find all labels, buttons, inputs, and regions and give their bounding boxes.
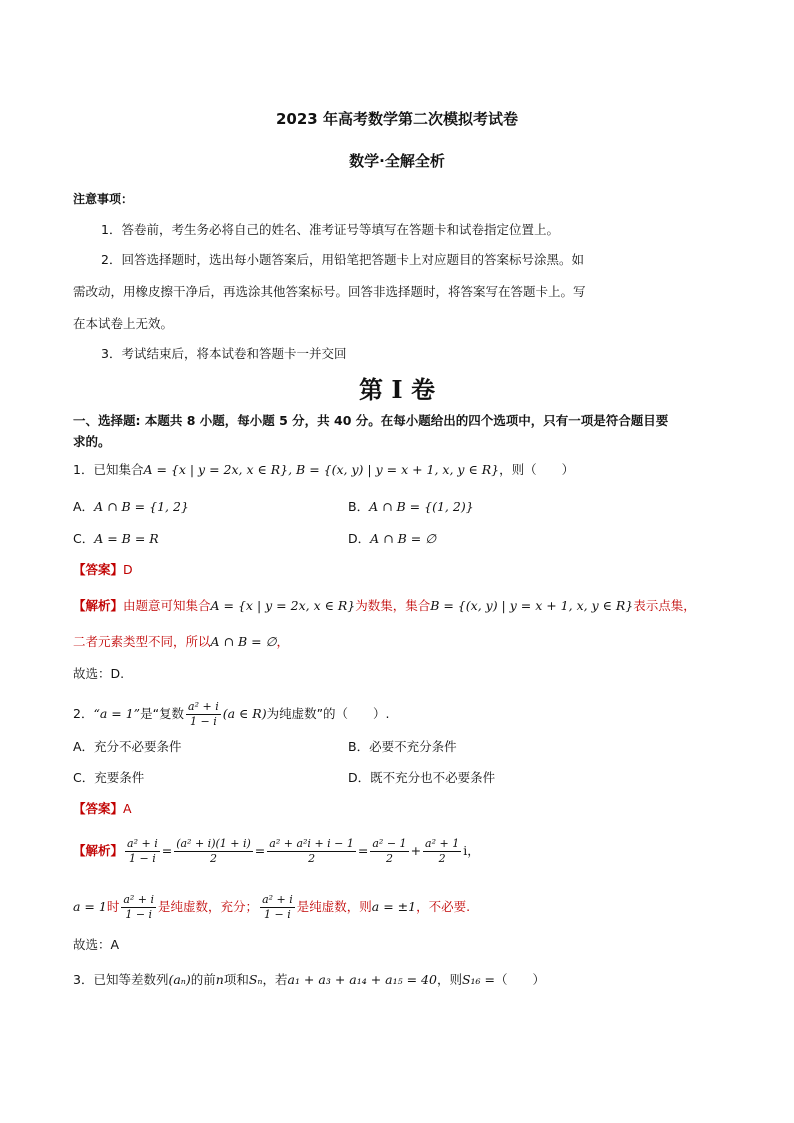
exam-title: 2023 年高考数学第二次模拟考试卷 — [276, 110, 518, 128]
q2-text: 为纯虚数”的（ ）. — [266, 706, 390, 721]
answer-tag: 【答案】 — [73, 562, 124, 577]
fraction-numerator: a² + i — [123, 893, 155, 906]
section-heading-line-2: 求的。 — [73, 434, 111, 449]
fraction-numerator: a² + i — [127, 837, 158, 850]
analysis-text: 是纯虚数，充分； — [158, 899, 259, 914]
question-2 — [73, 700, 390, 729]
fraction-numerator: a² + i — [188, 700, 219, 713]
q3-math: Sₙ — [248, 972, 263, 987]
option-label: C． — [73, 531, 95, 546]
q1-option-b — [348, 497, 474, 517]
analysis-fraction — [267, 837, 356, 866]
analysis-math: B = {(x, y) | y = x + 1, x, y ∈ R} — [430, 598, 634, 613]
analysis-fraction — [260, 893, 295, 922]
notice-item-1: 1．答卷前，考生务必将自己的姓名、准考证号等填写在答题卡和试卷指定位置上。 — [101, 222, 559, 237]
analysis-text: ， — [276, 634, 289, 649]
q3-text: ，若 — [262, 972, 288, 987]
option-label: A． — [73, 499, 95, 514]
analysis-fraction — [121, 893, 156, 922]
fraction-numerator: a² + i — [262, 893, 293, 906]
analysis-text: 时 — [106, 899, 120, 914]
fraction-denominator: 1 − i — [190, 715, 217, 728]
fraction-numerator: a² + 1 — [425, 837, 460, 850]
question-1 — [73, 460, 574, 480]
notice-item-2-line-3: 在本试卷上无效。 — [73, 316, 174, 331]
analysis-text: ， — [467, 843, 480, 858]
q1-prefix: 1．已知集合 — [73, 462, 144, 477]
question-3 — [73, 970, 545, 990]
analysis-text: 表示点集， — [633, 598, 696, 613]
q2-analysis-line-1 — [73, 836, 480, 866]
q3-math: S₁₆ = — [461, 972, 496, 987]
notice-heading: 注意事项： — [73, 192, 134, 206]
analysis-text: 是纯虚数，则 — [296, 899, 372, 914]
analysis-fraction — [125, 837, 160, 866]
q1-analysis-line-2 — [73, 632, 289, 652]
q3-text: 3．已知等差数列 — [73, 972, 169, 987]
q1-option-c — [73, 529, 159, 549]
fraction-denominator: 1 − i — [129, 852, 156, 865]
fraction-denominator: 1 − i — [125, 908, 153, 921]
fraction-denominator: 2 — [308, 852, 316, 865]
equals-sign: = — [254, 843, 266, 858]
q1-answer — [73, 560, 133, 580]
q1-option-a — [73, 497, 189, 517]
q2-choose: 故选：A — [73, 937, 120, 952]
fraction-denominator: 2 — [210, 852, 217, 865]
analysis-math: A ∩ B = ∅ — [210, 634, 277, 649]
analysis-math: a = 1 — [73, 899, 107, 914]
imaginary-unit: i — [463, 843, 468, 858]
option-text: A = B = R — [94, 531, 159, 546]
notice-item-3: 3．考试结束后，将本试卷和答题卡一并交回 — [101, 346, 347, 361]
analysis-text: 由题意可知集合 — [123, 598, 211, 613]
q3-math: (aₙ) — [168, 972, 191, 987]
fraction-denominator: 2 — [438, 852, 446, 865]
fraction-numerator: a² − 1 — [372, 837, 407, 850]
option-label: B． — [348, 499, 370, 514]
q2-prefix: 2． — [73, 706, 94, 721]
q2-text: 是“复数 — [140, 706, 185, 721]
q2-analysis-line-2 — [73, 892, 470, 922]
q1-analysis-line-1 — [73, 596, 696, 616]
q2-fraction — [186, 700, 221, 729]
analysis-text: 为数集，集合 — [355, 598, 431, 613]
q2-domain: (a ∈ R) — [222, 706, 267, 721]
analysis-fraction — [423, 837, 461, 866]
analysis-text: ，不必要. — [416, 899, 471, 914]
option-label: D． — [348, 531, 371, 546]
fraction-numerator: (a² + i)(1 + i) — [176, 837, 251, 850]
fraction-numerator: a² + a²i + i − 1 — [269, 837, 354, 850]
analysis-tag: 【解析】 — [73, 843, 124, 858]
answer-value: D — [123, 562, 133, 577]
q3-text: 的前 — [190, 972, 216, 987]
q1-option-d — [348, 529, 436, 549]
analysis-fraction — [174, 837, 253, 866]
q2-option-c: C．充要条件 — [73, 770, 145, 785]
q1-sets: A = {x | y = 2x, x ∈ R}, B = {(x, y) | y = x + 1, x, y ∈ R} — [143, 462, 500, 477]
notice-item-2-line-1: 2．回答选择题时，选出每小题答案后，用铅笔把答题卡上对应题目的答案标号涂黑。如 — [101, 252, 584, 267]
equals-sign: = — [161, 843, 173, 858]
option-text: A ∩ B = {1, 2} — [94, 499, 189, 514]
analysis-tag: 【解析】 — [73, 598, 124, 613]
plus-sign: + — [410, 843, 422, 858]
fraction-denominator: 1 − i — [264, 908, 291, 921]
q2-option-b: B．必要不充分条件 — [348, 739, 457, 754]
equals-sign: = — [357, 843, 369, 858]
q3-text: （ ） — [495, 972, 546, 987]
analysis-math: a = ±1 — [371, 899, 417, 914]
exam-subtitle: 数学·全解全析 — [349, 152, 445, 170]
analysis-math: A = {x | y = 2x, x ∈ R} — [210, 598, 356, 613]
answer-tag: 【答案】 — [73, 801, 124, 816]
section-heading-line-1: 一、选择题: 本题共 8 小题，每小题 5 分，共 40 分。在每小题给出的四个选项中，只有一项是符合题目要 — [73, 413, 669, 428]
option-text: A ∩ B = {(1, 2)} — [369, 499, 474, 514]
answer-value: A — [123, 801, 132, 816]
q3-text: ，则 — [436, 972, 462, 987]
analysis-fraction — [370, 837, 408, 866]
volume-heading: 第 I 卷 — [359, 375, 435, 404]
option-text: A ∩ B = ∅ — [370, 531, 437, 546]
q2-option-a: A．充分不必要条件 — [73, 739, 182, 754]
notice-item-2-line-2: 需改动，用橡皮擦干净后，再选涂其他答案标号。回答非选择题时，将答案写在答题卡上。写 — [73, 284, 586, 299]
q3-math: a₁ + a₃ + a₁₄ + a₁₅ = 40 — [287, 972, 437, 987]
q2-answer — [73, 799, 132, 819]
q3-text: 项和 — [223, 972, 249, 987]
q1-suffix: ，则（ ） — [499, 462, 575, 477]
q2-condition: “a = 1” — [93, 706, 141, 721]
fraction-denominator: 2 — [385, 852, 393, 865]
q2-option-d: D．既不充分也不必要条件 — [348, 770, 496, 785]
q1-choose: 故选：D. — [73, 666, 125, 681]
analysis-text: 二者元素类型不同，所以 — [73, 634, 211, 649]
q3-math: n — [215, 972, 224, 987]
